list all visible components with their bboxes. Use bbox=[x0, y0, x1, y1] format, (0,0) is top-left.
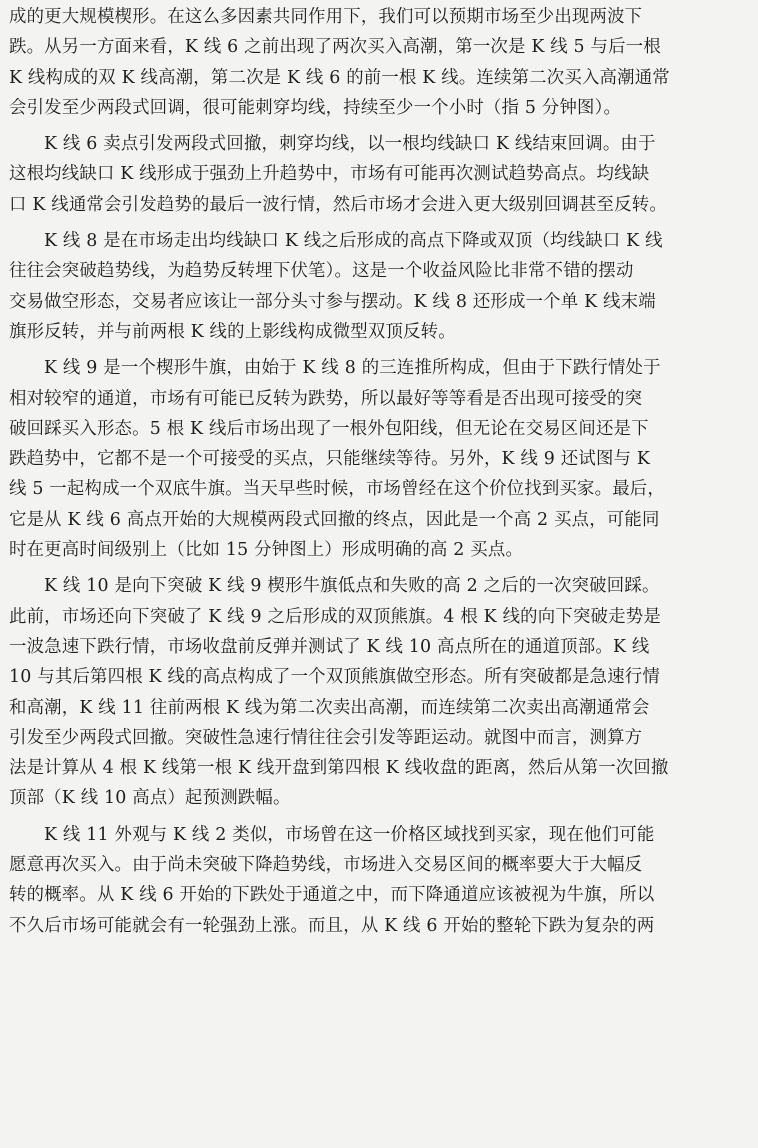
text-line: K 线 6 卖点引发两段式回撤，刺穿均线，以一根均线缺口 K 线结束回调。由于 bbox=[44, 134, 656, 155]
text-line: 跌趋势中，它都不是一个可接受的买点，只能继续等待。另外，K 线 9 还试图与 K bbox=[9, 449, 651, 470]
text-line: 愿意再次买入。由于尚未突破下降趋势线，市场进入交易区间的概率要大于大幅反 bbox=[9, 855, 643, 876]
text-line: K 线 11 外观与 K 线 2 类似，市场曾在这一价格区域找到买家，现在他们可能 bbox=[44, 824, 655, 845]
text-line: 往往会突破趋势线，为趋势反转埋下伏笔）。这是一个收益风险比非常不错的摆动 bbox=[9, 261, 634, 282]
paragraph-continuation bbox=[0, 2, 758, 123]
text-line: K 线 10 是向下突破 K 线 9 楔形牛旗低点和失败的高 2 之后的一次突破回踩。 bbox=[44, 576, 660, 597]
text-line: 这根均线缺口 K 线形成于强劲上升趋势中，市场有可能再次测试趋势高点。均线缺 bbox=[9, 164, 650, 185]
text-line: K 线构成的双 K 线高潮，第二次是 K 线 6 的前一根 K 线。连续第二次买入高潮通常 bbox=[9, 67, 670, 88]
text-line: 线 5 一起构成一个双底牛旗。当天早些时候，市场曾经在这个价位找到买家。最后， bbox=[9, 479, 665, 500]
text-line: 转的概率。从 K 线 6 开始的下跌处于通道之中，而下降通道应该被视为牛旗，所以 bbox=[9, 885, 655, 906]
text-line: 和高潮，K 线 11 往前两根 K 线为第二次卖出高潮，而连续第二次卖出高潮通常会 bbox=[9, 697, 650, 718]
paragraph-bar-6 bbox=[0, 129, 758, 220]
text-line: 破回踩买入形态。5 根 K 线后市场出现了一根外包阳线，但无论在交易区间还是下 bbox=[9, 418, 649, 439]
text-line: 会引发至少两段式回调，很可能刺穿均线，持续至少一个小时（指 5 分钟图）。 bbox=[9, 97, 622, 118]
paragraph-bar-8 bbox=[0, 226, 758, 347]
paragraph-bar-10 bbox=[0, 571, 758, 813]
text-line: K 线 9 是一个楔形牛旗，由始于 K 线 8 的三连推所构成，但由于下跌行情处于 bbox=[44, 358, 661, 379]
paragraph-bar-9 bbox=[0, 353, 758, 565]
text-line: 时在更高时间级别上（比如 15 分钟图上）形成明确的高 2 买点。 bbox=[9, 540, 524, 561]
text-line: 旗形反转，并与前两根 K 线的上影线构成微型双顶反转。 bbox=[9, 321, 456, 342]
text-line: 交易做空形态，交易者应该让一部分头寸参与摆动。K 线 8 还形成一个单 K 线末端 bbox=[9, 291, 656, 312]
text-line: 顶部（K 线 10 高点）起预测跌幅。 bbox=[9, 788, 291, 809]
text-line: 跌。从另一方面来看，K 线 6 之前出现了两次买入高潮，第一次是 K 线 5 与后一根 bbox=[9, 37, 661, 58]
text-line: 它是从 K 线 6 高点开始的大规模两段式回撤的终点，因此是一个高 2 买点，可能同 bbox=[9, 509, 660, 530]
text-line: 此前，市场还向下突破了 K 线 9 之后形成的双顶熊旗。4 根 K 线的向下突破走势是 bbox=[9, 606, 661, 627]
text-line: 10 与其后第四根 K 线的高点构成了一个双顶熊旗做空形态。所有突破都是急速行情 bbox=[9, 667, 660, 688]
text-line: 不久后市场可能就会有一轮强劲上涨。而且，从 K 线 6 开始的整轮下跌为复杂的两 bbox=[9, 915, 655, 936]
text-line: K 线 8 是在市场走出均线缺口 K 线之后形成的高点下降或双顶（均线缺口 K 线 bbox=[44, 231, 663, 252]
text-line: 法是计算从 4 根 K 线第一根 K 线开盘到第四根 K 线收盘的距离，然后从第一次回撤 bbox=[9, 758, 669, 779]
text-line: 一波急速下跌行情，市场收盘前反弹并测试了 K 线 10 高点所在的通道顶部。K 线 bbox=[9, 636, 650, 657]
text-line: 引发至少两段式回撤。突破性急速行情往往会引发等距运动。就图中而言，测算方 bbox=[9, 727, 643, 748]
text-line: 口 K 线通常会引发趋势的最后一波行情，然后市场才会进入更大级别回调甚至反转。 bbox=[9, 194, 667, 215]
text-line: 相对较窄的通道，市场有可能已反转为跌势，所以最好等等看是否出现可接受的突 bbox=[9, 388, 643, 409]
paragraph-bar-11 bbox=[0, 820, 758, 941]
text-line: 成的更大规模楔形。在这么多因素共同作用下，我们可以预期市场至少出现两波下 bbox=[9, 7, 643, 27]
